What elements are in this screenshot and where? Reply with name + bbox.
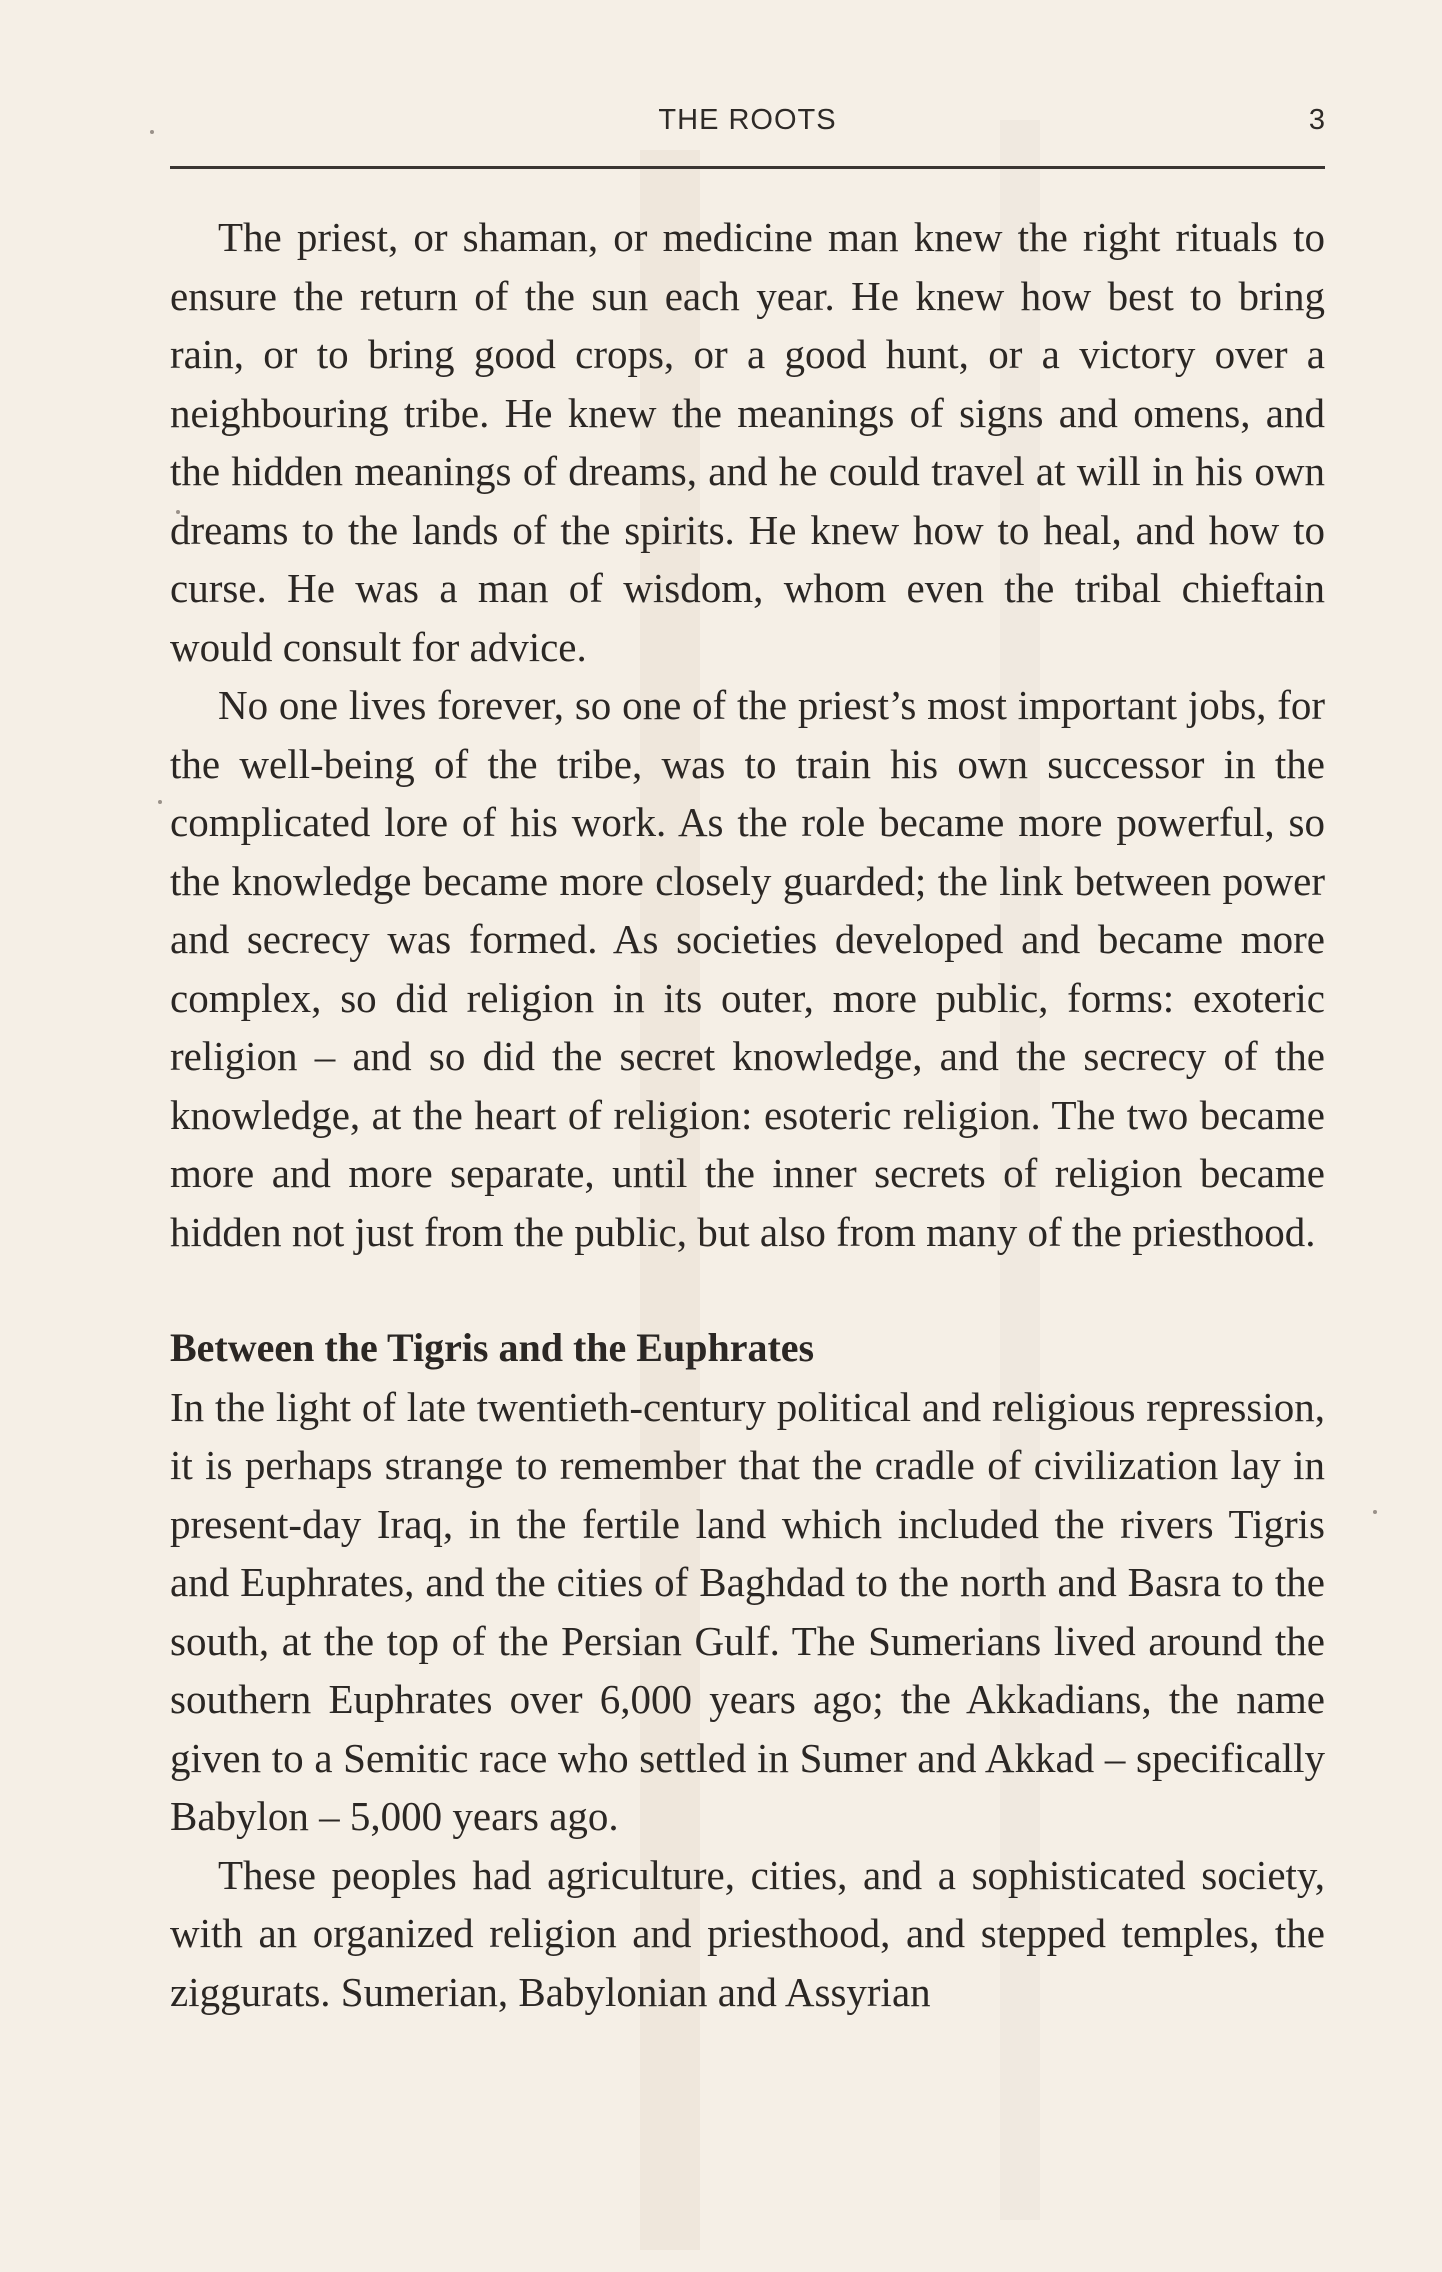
paragraph: These peoples had agriculture, cities, and a sophisticated society, with an organized religion and priesthood, and stepped temples, the ziggurats. Sumerian, Babylonian and Assyrian [170,1851,1325,2015]
section-heading: Between the Tigris and the Euphrates [170,1325,815,1370]
body-text [170,208,1325,2021]
section-spacer [170,1261,1325,1319]
scan-speck [158,800,162,804]
running-title: THE ROOTS [658,104,837,136]
running-head [170,104,1325,144]
paragraph: In the light of late twentieth-century political and religious repression, it is perhaps strange to remember that the cradle of civilization lay in present-day Iraq, in the fertile land which included the rivers Tigris and Euphrates, and the cities of Baghdad to the north and Basra to the south, at the top of the Persian Gulf. The Sumerians lived around the southern Euphrates over 6,000 years ago; the Akkadians, the name given to a Semitic race who settled in Sumer and Akkad – specifically Babylon – 5,000 years ago. [170,1383,1325,1839]
page-number: 3 [1308,104,1325,136]
scan-speck [150,130,154,134]
header-rule [170,166,1325,169]
paragraph: The priest, or shaman, or medicine man knew the right rituals to ensure the return of the sun each year. He knew how best to bring rain, or to bring good crops, or a good hunt, or a victory over a neighbouring tribe. He knew the meanings of signs and omens, and the hidden meanings of dreams, and he could travel at will in his own dreams to the lands of the spirits. He knew how to heal, and how to curse. He was a man of wisdom, whom even the tribal chieftain would consult for advice. [170,214,1325,670]
paragraph: No one lives forever, so one of the priest’s most important jobs, for the well-being of the tribe, was to train his own successor in the complicated lore of his work. As the role became more powerful, so the knowledge became more closely guarded; the link between power and secrecy was formed. As societies developed and became more complex, so did religion in its outer, more public, forms: exoteric religion – and so did the secret knowledge, and the secrecy of the knowledge, at the heart of religion: esoteric religion. The two became more and more separate, until the inner secrets of religion became hidden not just from the public, but also from many of the priesthood. [170,682,1325,1255]
scan-speck [1373,1510,1377,1514]
